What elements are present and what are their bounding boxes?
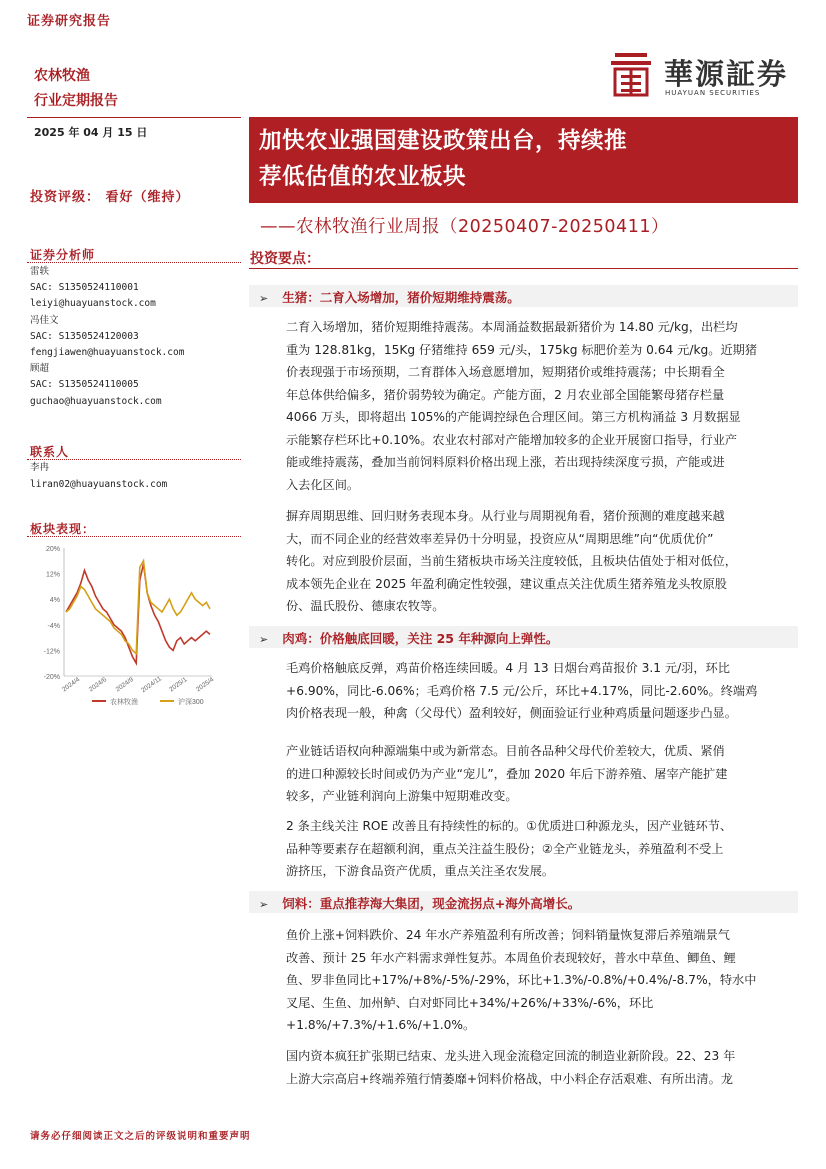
x-tick-label: 2024/9 — [114, 676, 135, 694]
y-tick-label: -20% — [43, 674, 60, 681]
arrow-bullet-icon: ➢ — [259, 898, 269, 911]
text-line: 2 条主线关注 ROE 改善且有持续性的标的。①优质进口种源龙头，因产业链环节、 — [286, 819, 733, 833]
paragraph — [286, 505, 792, 618]
analyst-email[interactable]: leiyi@huayuanstock.com — [30, 298, 156, 310]
arrow-bullet-icon: ➢ — [259, 292, 269, 305]
text-line: +6.90%，同比-6.06%；毛鸡价格 7.5 元/公斤，环比+4.17%，同比-2.60%。终端鸡 — [286, 683, 758, 698]
analyst-sac: SAC: S1350524120003 — [30, 330, 139, 342]
paragraph — [286, 924, 792, 1037]
footer-disclaimer: 请务必仔细阅读正文之后的评级说明和重要声明 — [30, 1131, 251, 1142]
contact-email[interactable]: liran02@huayuanstock.com — [30, 478, 168, 490]
text-line: 转化。对应到股价层面，当前生猪板块市场关注度较低，且板块估值处于相对低位， — [286, 554, 737, 568]
analyst-name: 雷轶 — [30, 266, 50, 277]
contact-name: 李冉 — [30, 462, 50, 473]
arrow-bullet-icon: ➢ — [259, 633, 269, 646]
section-heading-text: 肉鸡：价格触底回暖，关注 25 年种源向上弹性。 — [282, 631, 559, 646]
brand-name-en: HUAYUAN SECURITIES — [665, 89, 761, 97]
sector-block — [34, 64, 118, 114]
analyst-sac: SAC: S1350524110001 — [30, 282, 139, 294]
text-line: 年总体供给偏多，猪价弱势较为确定。产能方面，2 月农业部全国能繁母猪存栏量 — [286, 387, 725, 402]
section-heading — [259, 894, 580, 912]
text-line: 的进口种源较长时间或仍为产业“宠儿”，叠加 2020 年后下游养殖、屠宰产能扩建 — [286, 766, 728, 781]
analysts-divider — [27, 262, 241, 263]
chart-svg — [30, 540, 240, 712]
x-tick-label: 2024/11 — [140, 675, 163, 695]
brand-name-cn: 華源証券 — [664, 57, 789, 91]
investment-rating: 投资评级： 看好（维持） — [30, 190, 190, 205]
report-type: 证券研究报告 — [27, 14, 112, 29]
sidebar-divider — [27, 117, 241, 118]
y-tick-label: 4% — [49, 597, 60, 605]
brand-logo-icon — [611, 51, 651, 99]
title-line-2: 荐低估值的农业板块 — [259, 164, 467, 190]
section-heading — [259, 629, 558, 647]
report-kind: 行业定期报告 — [34, 93, 118, 109]
paragraph — [286, 740, 792, 808]
section-heading-text: 生猪：二育入场增加，猪价短期维持震荡。 — [282, 290, 520, 305]
performance-divider — [27, 536, 241, 537]
contact-title: 联系人 — [30, 445, 70, 459]
text-line: 入去化区间。 — [286, 477, 360, 492]
text-line: 鱼、罗非鱼同比+17%/+8%/-5%/-29%，环比+1.3%/-0.8%/+0.4%/-8.7%，特水中 — [286, 973, 757, 987]
x-tick-label: 2024/6 — [87, 676, 109, 694]
text-line: 上游大宗高启+终端养殖行情萎靡+饲料价格战，中小料企存活艰难、有所出清。龙 — [286, 1071, 733, 1086]
legend-label: 沪深300 — [178, 699, 204, 706]
text-line: 重为 128.81kg，15Kg 仔猪维持 659 元/头，175kg 标肥价差为 0.64 元/kg。近期猪 — [286, 342, 758, 357]
report-title — [249, 117, 798, 203]
text-line: 价表现强于市场预期，二育群体入场意愿增加，短期猪价或维持震荡；中长期看全 — [286, 365, 725, 379]
x-tick-label: 2025/1 — [168, 676, 189, 694]
text-line: 份、温氏股份、德康农牧等。 — [286, 599, 445, 613]
key-points-title: 投资要点： — [250, 251, 320, 267]
text-line: 产业链话语权向种源端集中或为新常态。目前各品种父母代价差较大，优质、紧俏 — [286, 744, 725, 758]
y-tick-label: 20% — [45, 546, 60, 553]
legend-label: 农林牧渔 — [110, 699, 138, 706]
text-line: 毛鸡价格触底反弹，鸡苗价格连续回暖。4 月 13 日烟台鸡苗报价 3.1 元/羽，环比 — [286, 661, 730, 675]
performance-title: 板块表现： — [30, 522, 96, 536]
analyst-email[interactable]: fengjiawen@huayuanstock.com — [30, 347, 185, 359]
text-line: 游挤压，下游食品资产优质，重点关注圣农发展。 — [286, 864, 555, 878]
y-tick-label: 12% — [45, 571, 60, 579]
text-line: +1.8%/+7.3%/+1.6%/+1.0%。 — [286, 1018, 476, 1032]
section-heading-text: 饲料：重点推荐海大集团，现金流拐点+海外高增长。 — [282, 896, 581, 911]
text-line: 大，而不同企业的经营效率差异仍十分明显，投资应从“周期思维”向“优质优价” — [286, 531, 714, 546]
title-line-1: 加快农业强国建设政策出台，持续推 — [259, 128, 628, 154]
text-line: 能或维持震荡，叠加当前饲料原料价格出现上涨，若出现持续深度亏损，产能或进 — [286, 455, 725, 469]
text-line: 示能繁存栏环比+0.10%。农业农村部对产能增加较多的企业开展窗口指导，行业产 — [286, 432, 738, 447]
paragraph — [286, 815, 792, 883]
analyst-name: 冯佳文 — [30, 314, 59, 326]
paragraph — [286, 1045, 792, 1090]
text-line: 成本领先企业在 2025 年盈利确定性较强，建议重点关注优质生猪养殖龙头牧原股 — [286, 576, 727, 591]
text-line: 叉尾、生鱼、加州鲈、白对虾同比+34%/+26%/+33%/-6%，环比 — [286, 995, 654, 1010]
x-tick-label: 2025/4 — [194, 676, 216, 694]
y-tick-label: -4% — [47, 622, 60, 630]
sector-name: 农林牧渔 — [34, 68, 90, 84]
analyst-list — [30, 264, 184, 410]
text-line: 二育入场增加，猪价短期维持震荡。本周涌益数据最新猪价为 14.80 元/kg，出栏均 — [286, 320, 738, 334]
text-line: 国内资本疯狂扩张期已结束、龙头进入现金流稳定回流的制造业新阶段。22、23 年 — [286, 1049, 736, 1063]
analyst-sac: SAC: S1350524110005 — [30, 379, 139, 391]
contact-block — [30, 460, 167, 493]
x-tick-label: 2024/4 — [60, 676, 82, 694]
report-date: 2025 年 04 月 15 日 — [34, 126, 148, 139]
paragraph — [286, 316, 792, 496]
text-line: 较多，产业链利润向上游集中短期难改变。 — [286, 789, 518, 803]
text-line: 品种等要素存在超额利润，重点关注益生股份；②全产业链龙头，养殖盈利不受上 — [286, 841, 724, 856]
text-line: 摒弃周期思维、回归财务表现本身。从行业与周期视角看，猪价预测的难度越来越 — [286, 509, 725, 523]
paragraph — [286, 657, 792, 725]
text-line: 4066 万头，即将超出 105%的产能调控绿色合理区间。第三方机构涌益 3 月数据显 — [286, 410, 741, 424]
report-subtitle: ——农林牧渔行业周报（20250407-20250411） — [260, 217, 669, 237]
y-tick-label: -12% — [43, 648, 60, 656]
key-points-divider — [249, 268, 798, 269]
section-heading — [259, 288, 520, 306]
text-line: 肉价格表现一般，种禽（父母代）盈利较好，侧面验证行业种鸡质量问题逐步凸显。 — [286, 706, 737, 720]
sector-performance-chart — [30, 540, 240, 712]
analyst-name: 顾超 — [30, 363, 50, 375]
analyst-email[interactable]: guchao@huayuanstock.com — [30, 395, 162, 407]
text-line: 改善、预计 25 年水产料需求弹性复苏。本周鱼价表现较好，普水中草鱼、鲫鱼、鲤 — [286, 950, 736, 965]
text-line: 鱼价上涨+饲料跌价、24 年水产养殖盈利有所改善；饲料销量恢复滞后养殖端景气 — [286, 928, 730, 942]
analysts-title: 证券分析师 — [30, 248, 96, 262]
